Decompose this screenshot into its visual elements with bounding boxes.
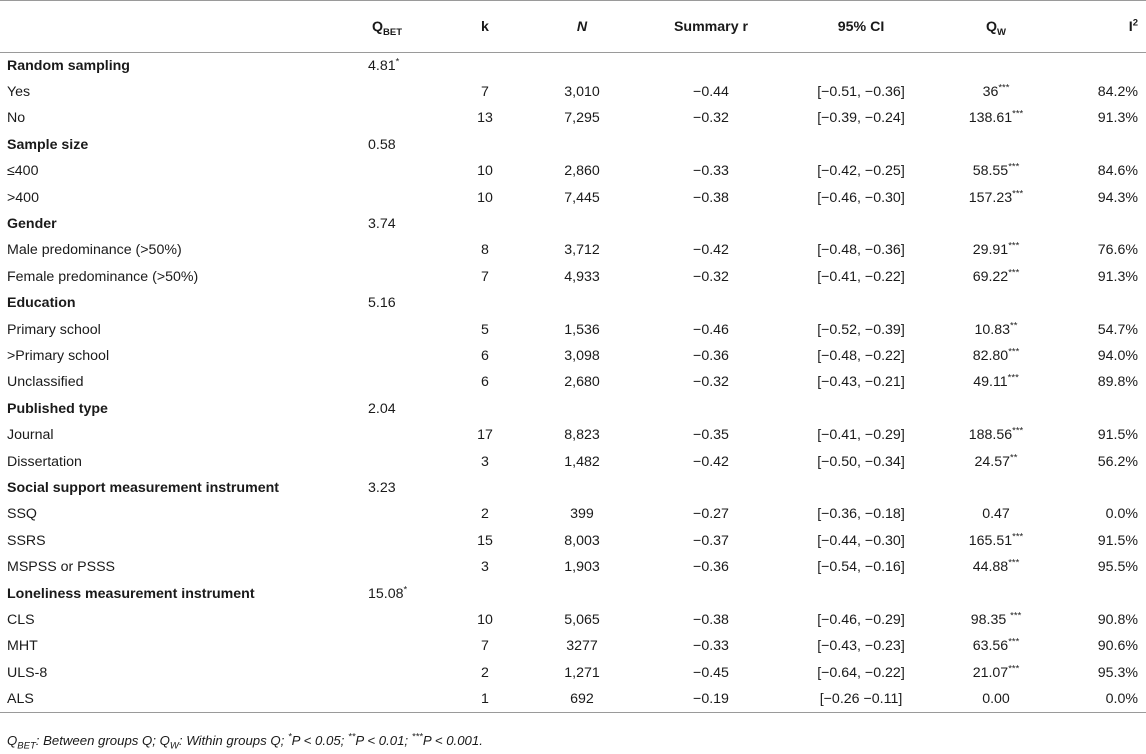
k-value: 6 [481, 347, 489, 364]
n-value: 2,680 [564, 374, 600, 391]
summary-r-value: −0.32 [693, 110, 729, 127]
q-w-value: 44.88*** [972, 557, 1020, 576]
ci-value: [−0.26 −0.11] [786, 686, 936, 712]
i2-value: 0.0% [1105, 506, 1138, 523]
i2-value: 91.3% [1097, 268, 1138, 285]
row-label: CLS [7, 611, 35, 628]
table-row [0, 369, 1146, 395]
i2-value: 95.5% [1097, 559, 1138, 576]
summary-r-value: −0.36 [693, 559, 729, 576]
group-row [0, 580, 1146, 606]
group-label: Sample size [7, 136, 89, 153]
n-cell [528, 290, 636, 316]
q-bet-value: 3.23 [368, 479, 396, 496]
header-summary-r: Summary r [636, 1, 786, 53]
i2-value: 84.6% [1097, 163, 1138, 180]
k-value: 13 [477, 110, 493, 127]
i2-cell [1056, 211, 1146, 237]
k-value: 15 [477, 532, 493, 549]
table-footnote: $Q_{BET}$: Between groups Q; $Q_W$: Within groups Q; *P < 0.05; **P < 0.01; ***P < 0.001. [7, 731, 483, 752]
k-cell [442, 53, 528, 79]
q-w-value: 157.23*** [968, 187, 1024, 206]
k-value: 5 [481, 321, 489, 338]
n-value: 8,003 [564, 532, 600, 549]
q-bet-cell [356, 79, 442, 105]
n-value: 1,482 [564, 453, 600, 470]
ci-value: [−0.43, −0.23] [817, 638, 905, 655]
header-ci: 95% CI [786, 1, 936, 53]
row-label: Male predominance (>50%) [7, 242, 182, 259]
q-bet-value: 15.08* [368, 583, 408, 602]
table-row [0, 343, 1146, 369]
q-bet-cell [356, 448, 442, 474]
ci-value: [−0.41, −0.22] [817, 268, 905, 285]
q-w-cell [936, 396, 1056, 422]
k-value: 7 [481, 268, 489, 285]
summary-r-value: −0.45 [693, 664, 729, 681]
k-value: 1 [442, 686, 528, 712]
row-label: Unclassified [7, 374, 84, 391]
k-value: 7 [481, 638, 489, 655]
n-value: 1,903 [564, 559, 600, 576]
q-bet-cell [356, 554, 442, 580]
q-w-value: 98.35 *** [970, 610, 1022, 628]
table-row [0, 659, 1146, 685]
n-cell [528, 396, 636, 422]
ci-value: [−0.48, −0.22] [817, 347, 905, 364]
k-cell [442, 396, 528, 422]
q-w-value: 36*** [982, 82, 1010, 101]
ci-value: [−0.46, −0.30] [817, 189, 905, 206]
n-cell [528, 475, 636, 501]
q-bet-cell [356, 633, 442, 659]
k-cell [442, 132, 528, 158]
q-w-value: 0.47 [982, 506, 1010, 523]
header-i2: $I^2$ [1056, 1, 1146, 53]
summary-r-value: −0.27 [693, 506, 729, 523]
q-w-value: 188.56*** [968, 425, 1024, 444]
group-row [0, 290, 1146, 316]
k-cell [442, 580, 528, 606]
i2-value: 56.2% [1097, 453, 1138, 470]
i2-value: 91.3% [1097, 110, 1138, 127]
table-row [0, 316, 1146, 342]
q-w-value: 69.22*** [972, 267, 1020, 285]
summary-r-value: −0.33 [693, 163, 729, 180]
ci-value: [−0.50, −0.34] [817, 453, 905, 470]
q-w-value: 165.51*** [968, 530, 1024, 549]
table-row [0, 422, 1146, 448]
i2-cell [1056, 132, 1146, 158]
q-w-value: 49.11*** [973, 372, 1019, 391]
q-bet-cell [356, 158, 442, 184]
k-cell [442, 475, 528, 501]
ci-value: [−0.54, −0.16] [817, 559, 905, 576]
i2-cell [1056, 580, 1146, 606]
summary-r-cell [636, 132, 786, 158]
k-value: 10 [477, 611, 493, 628]
table-row [0, 105, 1146, 131]
i2-value: 54.7% [1097, 321, 1138, 338]
summary-r-value: −0.36 [693, 347, 729, 364]
n-value: 692 [528, 686, 636, 712]
k-value: 8 [481, 242, 489, 259]
q-w-value: 138.61*** [968, 108, 1024, 127]
q-w-cell [936, 475, 1056, 501]
q-w-value: 24.57** [974, 451, 1018, 470]
summary-r-value: −0.19 [636, 686, 786, 712]
k-value: 6 [481, 374, 489, 391]
table-row [0, 528, 1146, 554]
q-w-value: 21.07*** [972, 662, 1020, 681]
table-row [0, 184, 1146, 210]
row-label: SSRS [7, 532, 46, 549]
summary-r-value: −0.42 [693, 242, 729, 259]
header-n: N [528, 1, 636, 53]
group-row [0, 211, 1146, 237]
ci-value: [−0.51, −0.36] [817, 84, 905, 101]
n-value: 3,712 [564, 242, 600, 259]
q-w-value: 10.83** [974, 319, 1018, 338]
q-bet-value: 2.04 [368, 400, 396, 417]
q-bet-cell [356, 501, 442, 527]
ci-value: [−0.41, −0.29] [817, 427, 905, 444]
summary-r-value: −0.44 [693, 84, 729, 101]
summary-r-cell [636, 475, 786, 501]
q-w-cell [936, 290, 1056, 316]
q-bet-value: 0.58 [368, 136, 396, 153]
group-label: Published type [7, 400, 108, 417]
group-label: Social support measurement instrument [7, 479, 279, 496]
n-value: 8,823 [564, 427, 600, 444]
group-label: Gender [7, 216, 57, 233]
q-w-value: 58.55*** [972, 161, 1020, 180]
ci-cell [786, 211, 936, 237]
q-bet-cell [356, 264, 442, 290]
i2-value: 91.5% [1097, 427, 1138, 444]
k-value: 7 [481, 84, 489, 101]
row-label: SSQ [7, 506, 37, 523]
i2-value: 90.6% [1097, 638, 1138, 655]
row-label: Journal [7, 427, 54, 444]
i2-value: 0.0% [1056, 686, 1146, 712]
n-cell [528, 580, 636, 606]
header-row [0, 1, 1146, 53]
ci-cell [786, 290, 936, 316]
q-bet-value: 4.81* [368, 56, 400, 74]
q-bet-cell [356, 686, 442, 712]
ci-value: [−0.39, −0.24] [817, 110, 905, 127]
n-value: 5,065 [564, 611, 600, 628]
summary-r-value: −0.38 [693, 611, 729, 628]
n-value: 3,098 [564, 347, 600, 364]
row-label: >400 [7, 189, 39, 206]
i2-value: 90.8% [1097, 611, 1138, 628]
q-bet-cell [356, 528, 442, 554]
i2-value: 89.8% [1097, 374, 1138, 391]
k-value: 10 [477, 163, 493, 180]
q-bet-cell [356, 343, 442, 369]
row-label: Yes [7, 84, 31, 101]
header-k: k [442, 1, 528, 53]
k-value: 3 [481, 453, 489, 470]
i2-value: 91.5% [1097, 532, 1138, 549]
q-bet-cell [356, 184, 442, 210]
q-w-cell [936, 580, 1056, 606]
n-value: 1,536 [564, 321, 600, 338]
ci-cell [786, 53, 936, 79]
q-bet-cell [356, 105, 442, 131]
n-value: 7,445 [564, 189, 600, 206]
group-label: Education [7, 295, 76, 312]
n-value: 399 [570, 506, 594, 523]
q-w-cell [936, 53, 1056, 79]
row-label: Dissertation [7, 453, 82, 470]
summary-r-value: −0.38 [693, 189, 729, 206]
group-row [0, 396, 1146, 422]
summary-r-cell [636, 396, 786, 422]
n-value: 2,860 [564, 163, 600, 180]
table-body [0, 53, 1146, 713]
row-label: ALS [0, 686, 356, 712]
q-w-value: 29.91*** [972, 240, 1020, 259]
row-label: ULS-8 [7, 664, 48, 681]
group-row [0, 53, 1146, 79]
row-label: ≤400 [7, 163, 39, 180]
summary-r-cell [636, 211, 786, 237]
summary-r-value: −0.42 [693, 453, 729, 470]
table-row [0, 554, 1146, 580]
summary-r-value: −0.32 [693, 374, 729, 391]
n-cell [528, 53, 636, 79]
group-row [0, 475, 1146, 501]
ci-value: [−0.43, −0.21] [817, 374, 905, 391]
n-cell [528, 211, 636, 237]
q-w-value: 63.56*** [972, 636, 1020, 655]
k-value: 2 [481, 664, 489, 681]
table-row [0, 237, 1146, 263]
summary-r-value: −0.46 [693, 321, 729, 338]
q-w-value: 82.80*** [972, 346, 1020, 364]
row-label: No [7, 110, 26, 127]
row-label: Female predominance (>50%) [7, 268, 199, 285]
ci-value: [−0.46, −0.29] [817, 611, 905, 628]
ci-cell [786, 132, 936, 158]
k-value: 3 [481, 559, 489, 576]
i2-value: 84.2% [1097, 84, 1138, 101]
summary-r-value: −0.37 [693, 532, 729, 549]
table-row [0, 686, 1146, 712]
q-bet-cell [356, 316, 442, 342]
ci-cell [786, 580, 936, 606]
i2-cell [1056, 475, 1146, 501]
group-row [0, 132, 1146, 158]
q-bet-value: 5.16 [368, 295, 396, 312]
n-value: 4,933 [564, 268, 600, 285]
summary-r-value: −0.35 [693, 427, 729, 444]
ci-value: [−0.48, −0.36] [817, 242, 905, 259]
q-w-cell [936, 132, 1056, 158]
ci-cell [786, 475, 936, 501]
k-value: 10 [477, 189, 493, 206]
row-label: MHT [7, 638, 38, 655]
k-cell [442, 211, 528, 237]
row-label: MSPSS or PSSS [7, 559, 116, 576]
ci-value: [−0.44, −0.30] [817, 532, 905, 549]
header-moderator [0, 1, 356, 53]
n-value: 7,295 [564, 110, 600, 127]
i2-cell [1056, 53, 1146, 79]
i2-value: 95.3% [1097, 664, 1138, 681]
summary-r-value: −0.33 [693, 638, 729, 655]
q-bet-cell [356, 237, 442, 263]
n-value: 3,010 [564, 84, 600, 101]
q-bet-value: 3.74 [368, 216, 396, 233]
table-row [0, 607, 1146, 633]
ci-cell [786, 396, 936, 422]
table-row [0, 158, 1146, 184]
i2-value: 76.6% [1097, 242, 1138, 259]
q-w-value: 0.00 [936, 686, 1056, 712]
i2-value: 94.0% [1097, 347, 1138, 364]
ci-value: [−0.36, −0.18] [817, 506, 905, 523]
i2-value: 94.3% [1097, 189, 1138, 206]
group-label: Random sampling [7, 57, 130, 74]
n-value: 1,271 [564, 664, 600, 681]
summary-r-value: −0.32 [693, 268, 729, 285]
header-q-w: $Q_W$ [936, 1, 1056, 53]
k-cell [442, 290, 528, 316]
q-bet-cell [356, 659, 442, 685]
ci-value: [−0.52, −0.39] [817, 321, 905, 338]
summary-r-cell [636, 290, 786, 316]
i2-cell [1056, 396, 1146, 422]
row-label: >Primary school [7, 347, 110, 364]
q-bet-cell [356, 422, 442, 448]
table-row [0, 79, 1146, 105]
table-row [0, 264, 1146, 290]
row-label: Primary school [7, 321, 101, 338]
summary-r-cell [636, 53, 786, 79]
header-q-bet: $Q_{BET}$ [356, 1, 442, 53]
n-value: 3277 [566, 638, 598, 655]
k-value: 17 [477, 427, 493, 444]
table-row [0, 501, 1146, 527]
table-header [0, 1, 1146, 53]
summary-r-cell [636, 580, 786, 606]
i2-cell [1056, 290, 1146, 316]
ci-value: [−0.42, −0.25] [817, 163, 905, 180]
q-w-cell [936, 211, 1056, 237]
q-bet-cell [356, 369, 442, 395]
group-label: Loneliness measurement instrument [7, 585, 255, 602]
q-bet-cell [356, 607, 442, 633]
ci-value: [−0.64, −0.22] [817, 664, 905, 681]
table-row [0, 448, 1146, 474]
n-cell [528, 132, 636, 158]
k-value: 2 [481, 506, 489, 523]
table-row [0, 633, 1146, 659]
